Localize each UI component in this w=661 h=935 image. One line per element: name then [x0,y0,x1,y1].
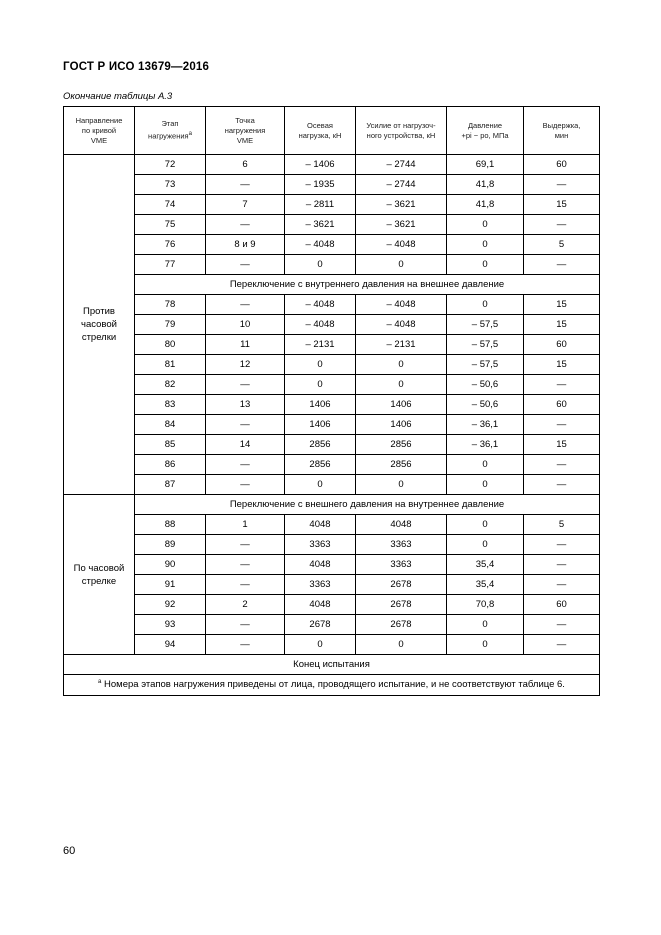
table-row [64,635,600,655]
table-cell: – 1935 [285,175,356,195]
table-cell: — [206,215,285,235]
table-cell: 7 [206,195,285,215]
table-cell: — [524,455,600,475]
table-cell: 0 [447,295,524,315]
table-row [64,615,600,635]
page-number: 60 [63,845,76,857]
table-cell: 2 [206,595,285,615]
table-cell: 86 [135,455,206,475]
table-cell: — [524,255,600,275]
table-cell: 73 [135,175,206,195]
table-row [64,155,600,175]
table-cell: – 3621 [356,215,447,235]
table-cell: 2678 [356,575,447,595]
table-cell: – 2131 [285,335,356,355]
header-direction: Направление по кривой VME [64,107,135,155]
table-cell: — [206,475,285,495]
end-of-test-label: Конец испытания [64,655,600,675]
table-cell: – 36,1 [447,415,524,435]
table-cell: 0 [285,355,356,375]
table-cell: 92 [135,595,206,615]
table-cell: 72 [135,155,206,175]
table-cell: 74 [135,195,206,215]
header-hold-time: Выдержка, мин [524,107,600,155]
table-row [64,415,600,435]
table-section-row [64,495,600,515]
header-point: Точка нагружения VME [206,107,285,155]
table-cell: — [524,555,600,575]
table-cell: 70,8 [447,595,524,615]
table-row [64,175,600,195]
table-cell: – 2131 [356,335,447,355]
table-row [64,255,600,275]
table-section-row [64,275,600,295]
table-end-row [64,655,600,675]
table-cell: 88 [135,515,206,535]
table-row [64,595,600,615]
table-cell: 90 [135,555,206,575]
table-cell: 60 [524,395,600,415]
table-cell: 4048 [285,555,356,575]
table-cell: 15 [524,195,600,215]
table-cell: – 4048 [356,235,447,255]
table-cell: 0 [285,375,356,395]
table-cell: – 4048 [285,235,356,255]
table-cell: 78 [135,295,206,315]
table-cell: – 4048 [285,315,356,335]
table-cell: 0 [447,455,524,475]
table-cell: — [206,615,285,635]
table-cell: — [206,255,285,275]
table-cell: 10 [206,315,285,335]
table-cell: 83 [135,395,206,415]
table-cell: — [206,295,285,315]
table-cell: 15 [524,315,600,335]
table-cell: 76 [135,235,206,255]
table-cell: 15 [524,435,600,455]
table-cell: 0 [285,635,356,655]
table-cell: – 3621 [285,215,356,235]
table-cell: — [524,475,600,495]
table-cell: 0 [356,355,447,375]
table-cell: 0 [447,615,524,635]
direction-counterclockwise: Против часовой стрелки [64,155,135,495]
pressure-switch-label: Переключение с внешнего давления на внутреннее давление [135,495,600,515]
table-cell: 2678 [285,615,356,635]
table-cell: — [206,635,285,655]
table-cell: – 4048 [356,295,447,315]
table-row [64,215,600,235]
table-row [64,335,600,355]
table-cell: — [524,375,600,395]
table-row [64,355,600,375]
table-row [64,535,600,555]
table-cell: 2678 [356,615,447,635]
table-cell: 1406 [356,395,447,415]
table-footnote-row [64,675,600,696]
table-cell: – 3621 [356,195,447,215]
table-cell: 0 [447,635,524,655]
table-cell: — [206,535,285,555]
table-cell: 3363 [356,555,447,575]
table-cell: 0 [285,255,356,275]
header-step: Этап нагружения$^а$ [135,107,206,155]
table-cell: 41,8 [447,195,524,215]
table-cell: – 2744 [356,175,447,195]
table-cell: 11 [206,335,285,355]
table-cell: 5 [524,235,600,255]
table-cell: 81 [135,355,206,375]
table-cell: 0 [356,255,447,275]
document-title: ГОСТ Р ИСО 13679—2016 [63,61,210,73]
table-cell: 1406 [285,395,356,415]
table-cell: 0 [447,515,524,535]
table-cell: — [524,575,600,595]
table-cell: 80 [135,335,206,355]
table-cell: 4048 [356,515,447,535]
table-cell: — [524,635,600,655]
table-cell: 3363 [356,535,447,555]
table-cell: — [206,375,285,395]
table-cell: – 4048 [356,315,447,335]
table-cell: 75 [135,215,206,235]
table-row [64,575,600,595]
table-cell: – 1406 [285,155,356,175]
table-cell: 14 [206,435,285,455]
table-cell: 15 [524,355,600,375]
table-row [64,195,600,215]
table-cell: 94 [135,635,206,655]
table-cell: — [206,575,285,595]
table-cell: — [524,215,600,235]
table-cell: 93 [135,615,206,635]
table-cell: — [206,415,285,435]
table-cell: – 57,5 [447,355,524,375]
table-cell: 85 [135,435,206,455]
table-row [64,455,600,475]
table-cell: — [524,535,600,555]
table-cell: 2856 [356,455,447,475]
table-cell: 2678 [356,595,447,615]
table-cell: 1406 [285,415,356,435]
table-cell: 41,8 [447,175,524,195]
table-cell: 0 [356,635,447,655]
table-cell: 60 [524,335,600,355]
table-cell: 79 [135,315,206,335]
table-cell: — [206,175,285,195]
table-cell: 84 [135,415,206,435]
table-cell: 1406 [356,415,447,435]
table-cell: – 50,6 [447,375,524,395]
table-cell: 12 [206,355,285,375]
table-cell: 0 [447,535,524,555]
table-cell: 4048 [285,595,356,615]
table-cell: – 57,5 [447,335,524,355]
table-cell: – 2811 [285,195,356,215]
table-cell: – 50,6 [447,395,524,415]
table-cell: – 57,5 [447,315,524,335]
table-row [64,235,600,255]
table-cell: 3363 [285,535,356,555]
table-row [64,475,600,495]
table-cell: 0 [447,215,524,235]
table-row [64,295,600,315]
load-steps-table [63,106,600,696]
table-cell: 15 [524,295,600,315]
header-device-force: Усилие от нагрузоч- ного устройства, кН [356,107,447,155]
table-cell: 0 [447,235,524,255]
table-cell: 0 [356,475,447,495]
table-cell: – 36,1 [447,435,524,455]
table-cell: 5 [524,515,600,535]
table-row [64,395,600,415]
table-cell: 0 [285,475,356,495]
direction-clockwise: По часовой стрелке [64,495,135,655]
table-cell: 8 и 9 [206,235,285,255]
table-row [64,555,600,575]
table-cell: 13 [206,395,285,415]
table-row [64,375,600,395]
footnote: $^а$ Номера этапов нагружения приведены от лица, проводящего испытание, и не соответствуют таблице 6. [64,675,600,696]
table-cell: – 2744 [356,155,447,175]
pressure-switch-label: Переключение с внутреннего давления на внешнее давление [135,275,600,295]
table-cell: 87 [135,475,206,495]
table-row [64,435,600,455]
table-cell: 0 [356,375,447,395]
table-cell: 2856 [285,435,356,455]
header-pressure: Давление +pi − po, МПа [447,107,524,155]
table-cell: 2856 [356,435,447,455]
table-cell: — [206,455,285,475]
header-axial-load: Осевая нагрузка, кН [285,107,356,155]
table-cell: — [524,615,600,635]
table-cell: 1 [206,515,285,535]
table-caption: Окончание таблицы А.3 [63,91,173,102]
table-cell: 0 [447,255,524,275]
table-cell: 91 [135,575,206,595]
table-cell: 60 [524,155,600,175]
table-cell: 60 [524,595,600,615]
table-cell: 89 [135,535,206,555]
table-cell: — [524,175,600,195]
table-cell: — [524,415,600,435]
table-cell: 82 [135,375,206,395]
table-row [64,515,600,535]
table-cell: 69,1 [447,155,524,175]
table-cell: 77 [135,255,206,275]
table-cell: 35,4 [447,575,524,595]
table-cell: 4048 [285,515,356,535]
table-cell: 2856 [285,455,356,475]
table-row [64,315,600,335]
table-cell: 0 [447,475,524,495]
table-cell: 6 [206,155,285,175]
table-cell: — [206,555,285,575]
table-cell: – 4048 [285,295,356,315]
table-cell: 35,4 [447,555,524,575]
table-cell: 3363 [285,575,356,595]
